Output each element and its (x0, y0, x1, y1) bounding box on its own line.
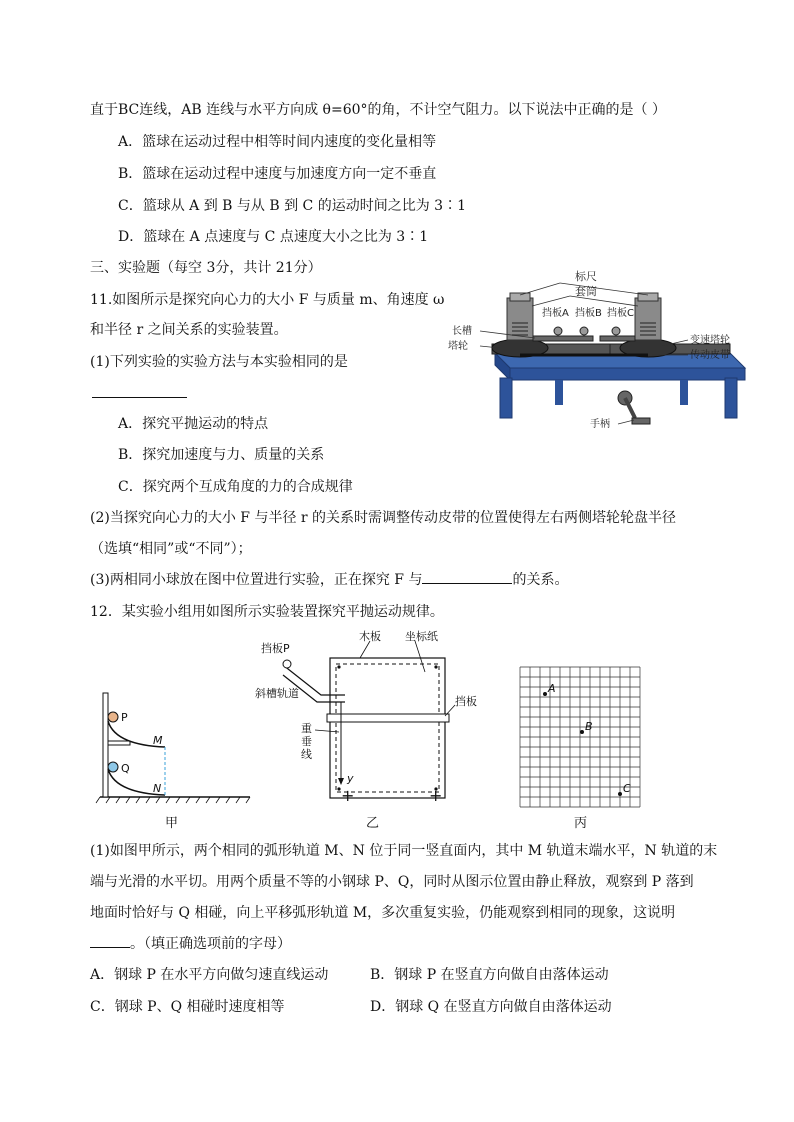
q12-option-c: C．钢球 P、Q 相碰时速度相等 (90, 999, 285, 1015)
yi-label-coord-paper: 坐标纸 (405, 630, 438, 643)
svg-text:+: + (429, 786, 443, 805)
q12-sub1-line4-text: 。（填正确选项前的字母） (130, 936, 291, 952)
q10-option-d: D．篮球在 A 点速度与 C 点速度大小之比为 3∶1 (118, 229, 429, 245)
q10-option-a: A．篮球在运动过程中相等时间内速度的变化量相等 (118, 134, 437, 150)
q12-sub1-line1: (1)如图甲所示，两个相同的弧形轨道 M、N 位于同一竖直面内，其中 M 轨道末端水平，N 轨道的末 (90, 843, 718, 859)
apparatus-label-long-slot: 长槽 (452, 326, 472, 337)
q10-option-c: C．篮球从 A 到 B 与从 B 到 C 的运动时间之比为 3∶1 (118, 198, 466, 214)
yi-label-baffle-p: 挡板P (261, 642, 290, 655)
apparatus-label-baffle-b: 挡板B (575, 308, 602, 319)
figure-jia (95, 685, 255, 810)
yi-label-slope-track: 斜槽轨道 (255, 687, 299, 700)
q12-sub1-line2: 端与光滑的水平切。用两个质量不等的小钢球 P、Q，同时从图示位置由静止释放，观察到 P 落到 (90, 874, 694, 890)
q10-option-b: B．篮球在运动过程中速度与加速度方向一定不垂直 (118, 166, 437, 182)
yi-caption: 乙 (366, 816, 380, 831)
jia-label-m: M (153, 734, 163, 747)
bing-label-b: B (585, 720, 593, 733)
q11-option-b: B．探究加速度与力、质量的关系 (118, 447, 325, 463)
svg-text:+: + (341, 786, 355, 805)
q12-option-d: D．钢球 Q 在竖直方向做自由落体运动 (370, 999, 612, 1015)
q11-sub1-blank (92, 397, 187, 398)
yi-label-y: y (347, 772, 354, 785)
apparatus-label-baffle-c: 挡板C (607, 308, 634, 319)
apparatus-label-handle: 手柄 (590, 419, 610, 430)
bing-label-c: C (623, 782, 631, 795)
yi-label-baffle: 挡板 (455, 695, 477, 708)
bing-caption: 丙 (574, 816, 588, 831)
apparatus-label-tower-wheel: 塔轮 (448, 341, 468, 352)
yi-label-plumb-3: 线 (301, 748, 312, 761)
q11-sub3-before: (3)两相同小球放在图中位置进行实验，正在探究 F 与 (90, 572, 423, 588)
q12-stem: 12．某实验小组用如图所示实验装置探究平抛运动规律。 (90, 604, 444, 620)
jia-label-q: Q (121, 762, 130, 775)
q11-stem-line2: 和半径 r 之间关系的实验装置。 (90, 322, 288, 338)
apparatus-label-baffle-a: 挡板A (542, 308, 569, 319)
apparatus-label-belt: 传动皮带 (690, 350, 730, 361)
bing-label-a: A (548, 682, 556, 695)
yi-label-board: 木板 (359, 630, 381, 643)
jia-caption: 甲 (165, 816, 179, 831)
q11-sub2-line2: （选填“相同”或“不同”）； (90, 541, 252, 557)
q11-sub1: (1)下列实验的实验方法与本实验相同的是 (90, 354, 348, 370)
q12-sub1-line3: 地面时恰好与 Q 相碰，向上平移弧形轨道 M，多次重复实验，仍能观察到相同的现象，这说明 (90, 905, 676, 921)
jia-label-n: N (153, 782, 162, 795)
yi-label-plumb-2: 垂 (301, 735, 312, 748)
q12-option-a: A．钢球 P 在水平方向做匀速直线运动 (90, 967, 329, 983)
q11-sub3 (90, 571, 568, 589)
q10-stem-tail: 直于BC连线，AB 连线与水平方向成 θ=60°的角，不计空气阻力。以下说法中正确的是（ ） (90, 102, 666, 118)
q11-sub2-line1: (2)当探究向心力的大小 F 与半径 r 的关系时需调整传动皮带的位置使得左右两侧塔轮轮盘半径 (90, 510, 677, 526)
figure-yi (255, 630, 495, 812)
yi-label-plumb-1: 重 (301, 722, 312, 735)
apparatus-label-ruler: 标尺 (575, 270, 597, 283)
q12-sub1-blank (90, 947, 130, 948)
figure-bing (520, 667, 644, 807)
q11-sub3-after: 的关系。 (512, 572, 569, 588)
q12-sub1-line4 (90, 935, 291, 953)
q11-option-a: A．探究平抛运动的特点 (118, 416, 269, 432)
q11-stem-line1: 11.如图所示是探究向心力的大小 F 与质量 m、角速度 ω (90, 292, 445, 308)
jia-label-p: P (121, 711, 128, 724)
apparatus-label-sleeve: 套筒 (575, 285, 597, 298)
q11-option-c: C．探究两个互成角度的力的合成规律 (118, 479, 353, 495)
section-heading: 三、实验题（每空 3分，共计 21分） (90, 260, 322, 276)
q12-option-b: B．钢球 P 在竖直方向做自由落体运动 (370, 967, 609, 983)
q11-sub3-blank (422, 583, 512, 584)
centripetal-apparatus-figure (440, 268, 770, 438)
apparatus-label-variable-wheel: 变速塔轮 (690, 335, 730, 346)
